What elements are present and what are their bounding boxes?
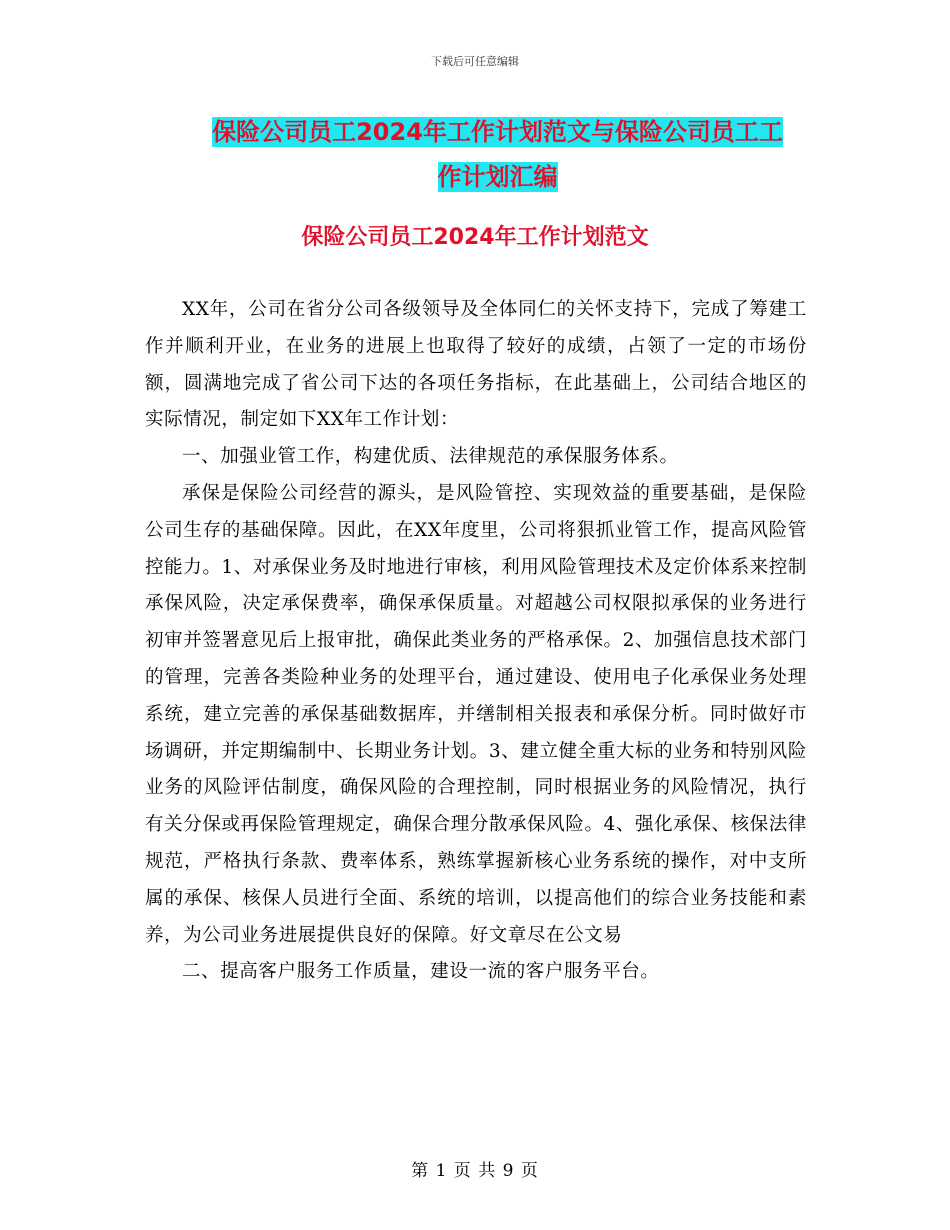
paragraph: 一、加强业管工作，构建优质、法律规范的承保服务体系。 xyxy=(182,446,679,468)
header-note: 下载后可任意编辑 xyxy=(431,55,519,68)
document-title xyxy=(145,110,850,200)
section-title: 保险公司员工2024年工作计划范文 xyxy=(301,225,649,250)
page-number: 第 1 页 共 9 页 xyxy=(411,1161,539,1181)
body-text xyxy=(145,292,807,991)
title-line-1: 保险公司员工2024年工作计划范文与保险公司员工工 xyxy=(212,118,783,146)
paragraph: 二、提高客户服务工作质量，建设一流的客户服务平台。 xyxy=(182,961,660,983)
paragraph: XX年，公司在省分公司各级领导及全体同仁的关怀支持下，完成了筹建工作并顺利开业，在业务的进展上也取得了较好的成绩，占领了一定的市场份额，圆满地完成了省公司下达的各项任务指标，在此基础上，公司结合地区的实际情况，制定如下XX年工作计划： xyxy=(145,299,807,431)
paragraph: 承保是保险公司经营的源头，是风险管控、实现效益的重要基础，是保险公司生存的基础保障。因此，在XX年度里，公司将狠抓业管工作，提高风险管控能力。1、对承保业务及时地进行审核，利用风险管理技术及定价体系来控制承保风险，决定承保费率，确保承保质量。对超越公司权限拟承保的业务进行初审并签署意见后上报审批，确保此类业务的严格承保。2、加强信息技术部门的管理，完善各类险种业务的处理平台，通过建设、使用电子化承保业务处理系统，建立完善的承保基础数据库，并缮制相关报表和承保分析。同时做好市场调研，并定期编制中、长期业务计划。3、建立健全重大标的业务和特别风险业务的风险评估制度，确保风险的合理控制，同时根据业务的风险情况，执行有关分保或再保险管理规定，确保合理分散承保风险。4、强化承保、核保法律规范，严格执行条款、费率体系，熟练掌握新核心业务系统的操作，对中支所属的承保、核保人员进行全面、系统的培训，以提高他们的综合业务技能和素养，为公司业务进展提供良好的保障。好文章尽在公文易 xyxy=(145,482,807,946)
title-line-2: 作计划汇编 xyxy=(437,163,558,191)
